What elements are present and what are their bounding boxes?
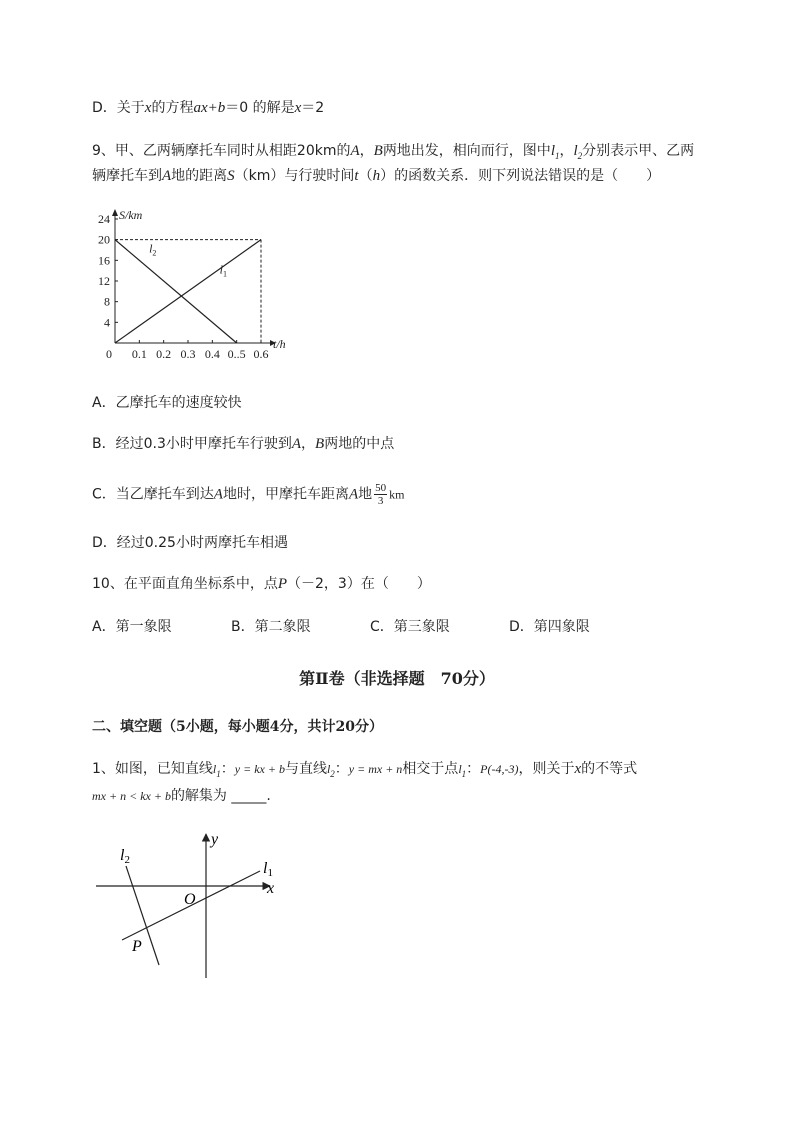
text: B．经过0.3小时甲摩托车行驶到 (92, 436, 292, 452)
numerator: 50 (375, 482, 387, 494)
var-x: x (294, 100, 302, 116)
var-x: x (144, 100, 152, 116)
text: ）的函数关系．则下列说法错误的是（ ） (380, 168, 661, 184)
text: 10、在平面直角坐标系中，点 (92, 576, 278, 592)
var-x: x (574, 761, 582, 777)
text: （－2，3）在（ ） (287, 576, 431, 592)
var-l1: l (458, 762, 462, 776)
text: ： (220, 761, 235, 777)
text: D．关于 (92, 100, 145, 116)
question-9-line-1 (92, 141, 694, 166)
question-10-options (92, 617, 590, 637)
question-9-line-2 (92, 166, 660, 186)
x-axis-label: t/h (273, 337, 286, 351)
y-tick-label: 8 (104, 294, 110, 309)
text: 地 (358, 486, 373, 503)
var-P: P (277, 576, 287, 592)
origin-label: O (184, 891, 196, 908)
equation-2: y = mx + n (348, 762, 403, 776)
text: 1、如图，已知直线 (92, 761, 213, 777)
var-A: A (162, 168, 172, 184)
text: 的方程 (151, 100, 194, 116)
line-l2 (126, 866, 159, 965)
y-axis-label: S/km (119, 208, 143, 222)
var-l2: l (573, 143, 578, 159)
text: 与直线 (284, 761, 327, 777)
text: ： (466, 761, 481, 777)
inequality: mx + n < kx + b (92, 789, 171, 803)
var-B: B (373, 143, 383, 159)
part-2-title: 第Ⅱ卷（非选择题 70分） (299, 669, 495, 688)
series-label-l1: $l_1$ (219, 262, 227, 279)
var-l2: l (326, 762, 331, 776)
point-p-label: P (132, 938, 142, 955)
text: 的解集为 (170, 788, 227, 804)
equation: ax+b (193, 100, 226, 116)
y-axis-arrow (112, 209, 118, 216)
series-l1 (115, 240, 261, 343)
var-l1: l (212, 762, 217, 776)
y-tick-label: 4 (104, 315, 110, 330)
fill-question-1-line-1 (92, 759, 637, 784)
x-tick-label: 0.6 (253, 347, 269, 361)
q9-option-b (92, 434, 394, 454)
x-tick-label: 0 (106, 347, 112, 361)
point-p: P(-4,-3) (480, 762, 519, 776)
question-10 (92, 574, 431, 594)
option-c: C．第三象限 (370, 619, 450, 635)
answer-blank: _____ (231, 788, 267, 804)
y-tick-label: 16 (98, 253, 110, 268)
text: 两地的中点 (324, 436, 395, 452)
text: （ (358, 168, 373, 184)
x-tick-label: 0.4 (204, 347, 220, 361)
text: 两地出发，相向而行，图中 (382, 143, 551, 159)
subscript: 1 (554, 150, 560, 161)
text: C．当乙摩托车到达 (92, 486, 214, 503)
text: 相交于点 (402, 761, 459, 777)
text: . (266, 788, 271, 804)
var-A: A (291, 436, 302, 452)
var-A: A (348, 486, 359, 503)
var-B: B (315, 436, 325, 452)
text: 地的距离 (171, 168, 228, 184)
unit: km (389, 487, 405, 502)
text: （km）与行驶时间 (234, 168, 355, 184)
var-S: S (227, 168, 235, 184)
fill-question-1-line-2 (92, 786, 271, 806)
subscript: 1 (461, 768, 467, 779)
fraction (374, 482, 387, 507)
y-axis-label: y (211, 831, 219, 848)
text: 地时，甲摩托车距离 (222, 486, 349, 503)
subscript: 1 (216, 768, 221, 779)
option-a: A．第一象限 (92, 619, 172, 635)
distance-time-chart (90, 208, 310, 368)
var-t: t (354, 168, 359, 184)
series-l2 (115, 240, 237, 343)
y-tick-label: 24 (98, 212, 110, 226)
text: ， (301, 436, 316, 452)
question-8-option-d (92, 98, 324, 118)
var-h: h (372, 168, 381, 184)
var-l1: l (550, 143, 555, 159)
x-axis-label: x (267, 880, 275, 897)
section-2-heading: 二、填空题（5小题，每小题4分，共计20分） (92, 719, 383, 735)
denominator: 3 (377, 495, 384, 507)
var-A: A (213, 486, 223, 503)
text: 辆摩托车到 (92, 168, 162, 184)
text: D．经过0.25小时两摩托车相遇 (92, 535, 288, 551)
l1-label: l1 (263, 860, 273, 879)
subscript: 2 (330, 768, 335, 779)
q9-option-d (92, 533, 288, 553)
q9-option-a (92, 393, 242, 413)
x-tick-label: 0.2 (156, 347, 172, 361)
series-label-l2: $l_2$ (149, 241, 157, 258)
text: 9、甲、乙两辆摩托车同时从相距20km的 (92, 143, 351, 159)
equation-1: y = kx + b (234, 762, 285, 776)
y-tick-label: 20 (98, 232, 110, 247)
y-tick-label: 12 (98, 274, 110, 288)
var-A: A (350, 143, 360, 159)
intersecting-lines-diagram (92, 830, 292, 980)
text: ： (334, 761, 349, 777)
q9-option-c (92, 482, 404, 507)
text: ＝0 的解是 (225, 100, 295, 116)
text: A．乙摩托车的速度较快 (92, 395, 242, 411)
x-tick-label: 0..5 (227, 347, 246, 361)
text: ， (359, 143, 374, 159)
text: 的不等式 (581, 761, 638, 777)
text: ， (559, 143, 574, 159)
option-b: B．第二象限 (231, 619, 311, 635)
option-d: D．第四象限 (509, 619, 590, 635)
text: 分别表示甲、乙两 (582, 143, 695, 159)
x-tick-label: 0.1 (131, 347, 147, 361)
text: ＝2 (301, 100, 325, 116)
text: ，则关于 (518, 761, 575, 777)
l2-label: l2 (120, 847, 130, 866)
x-tick-label: 0.3 (180, 347, 196, 361)
subscript: 2 (577, 150, 583, 161)
